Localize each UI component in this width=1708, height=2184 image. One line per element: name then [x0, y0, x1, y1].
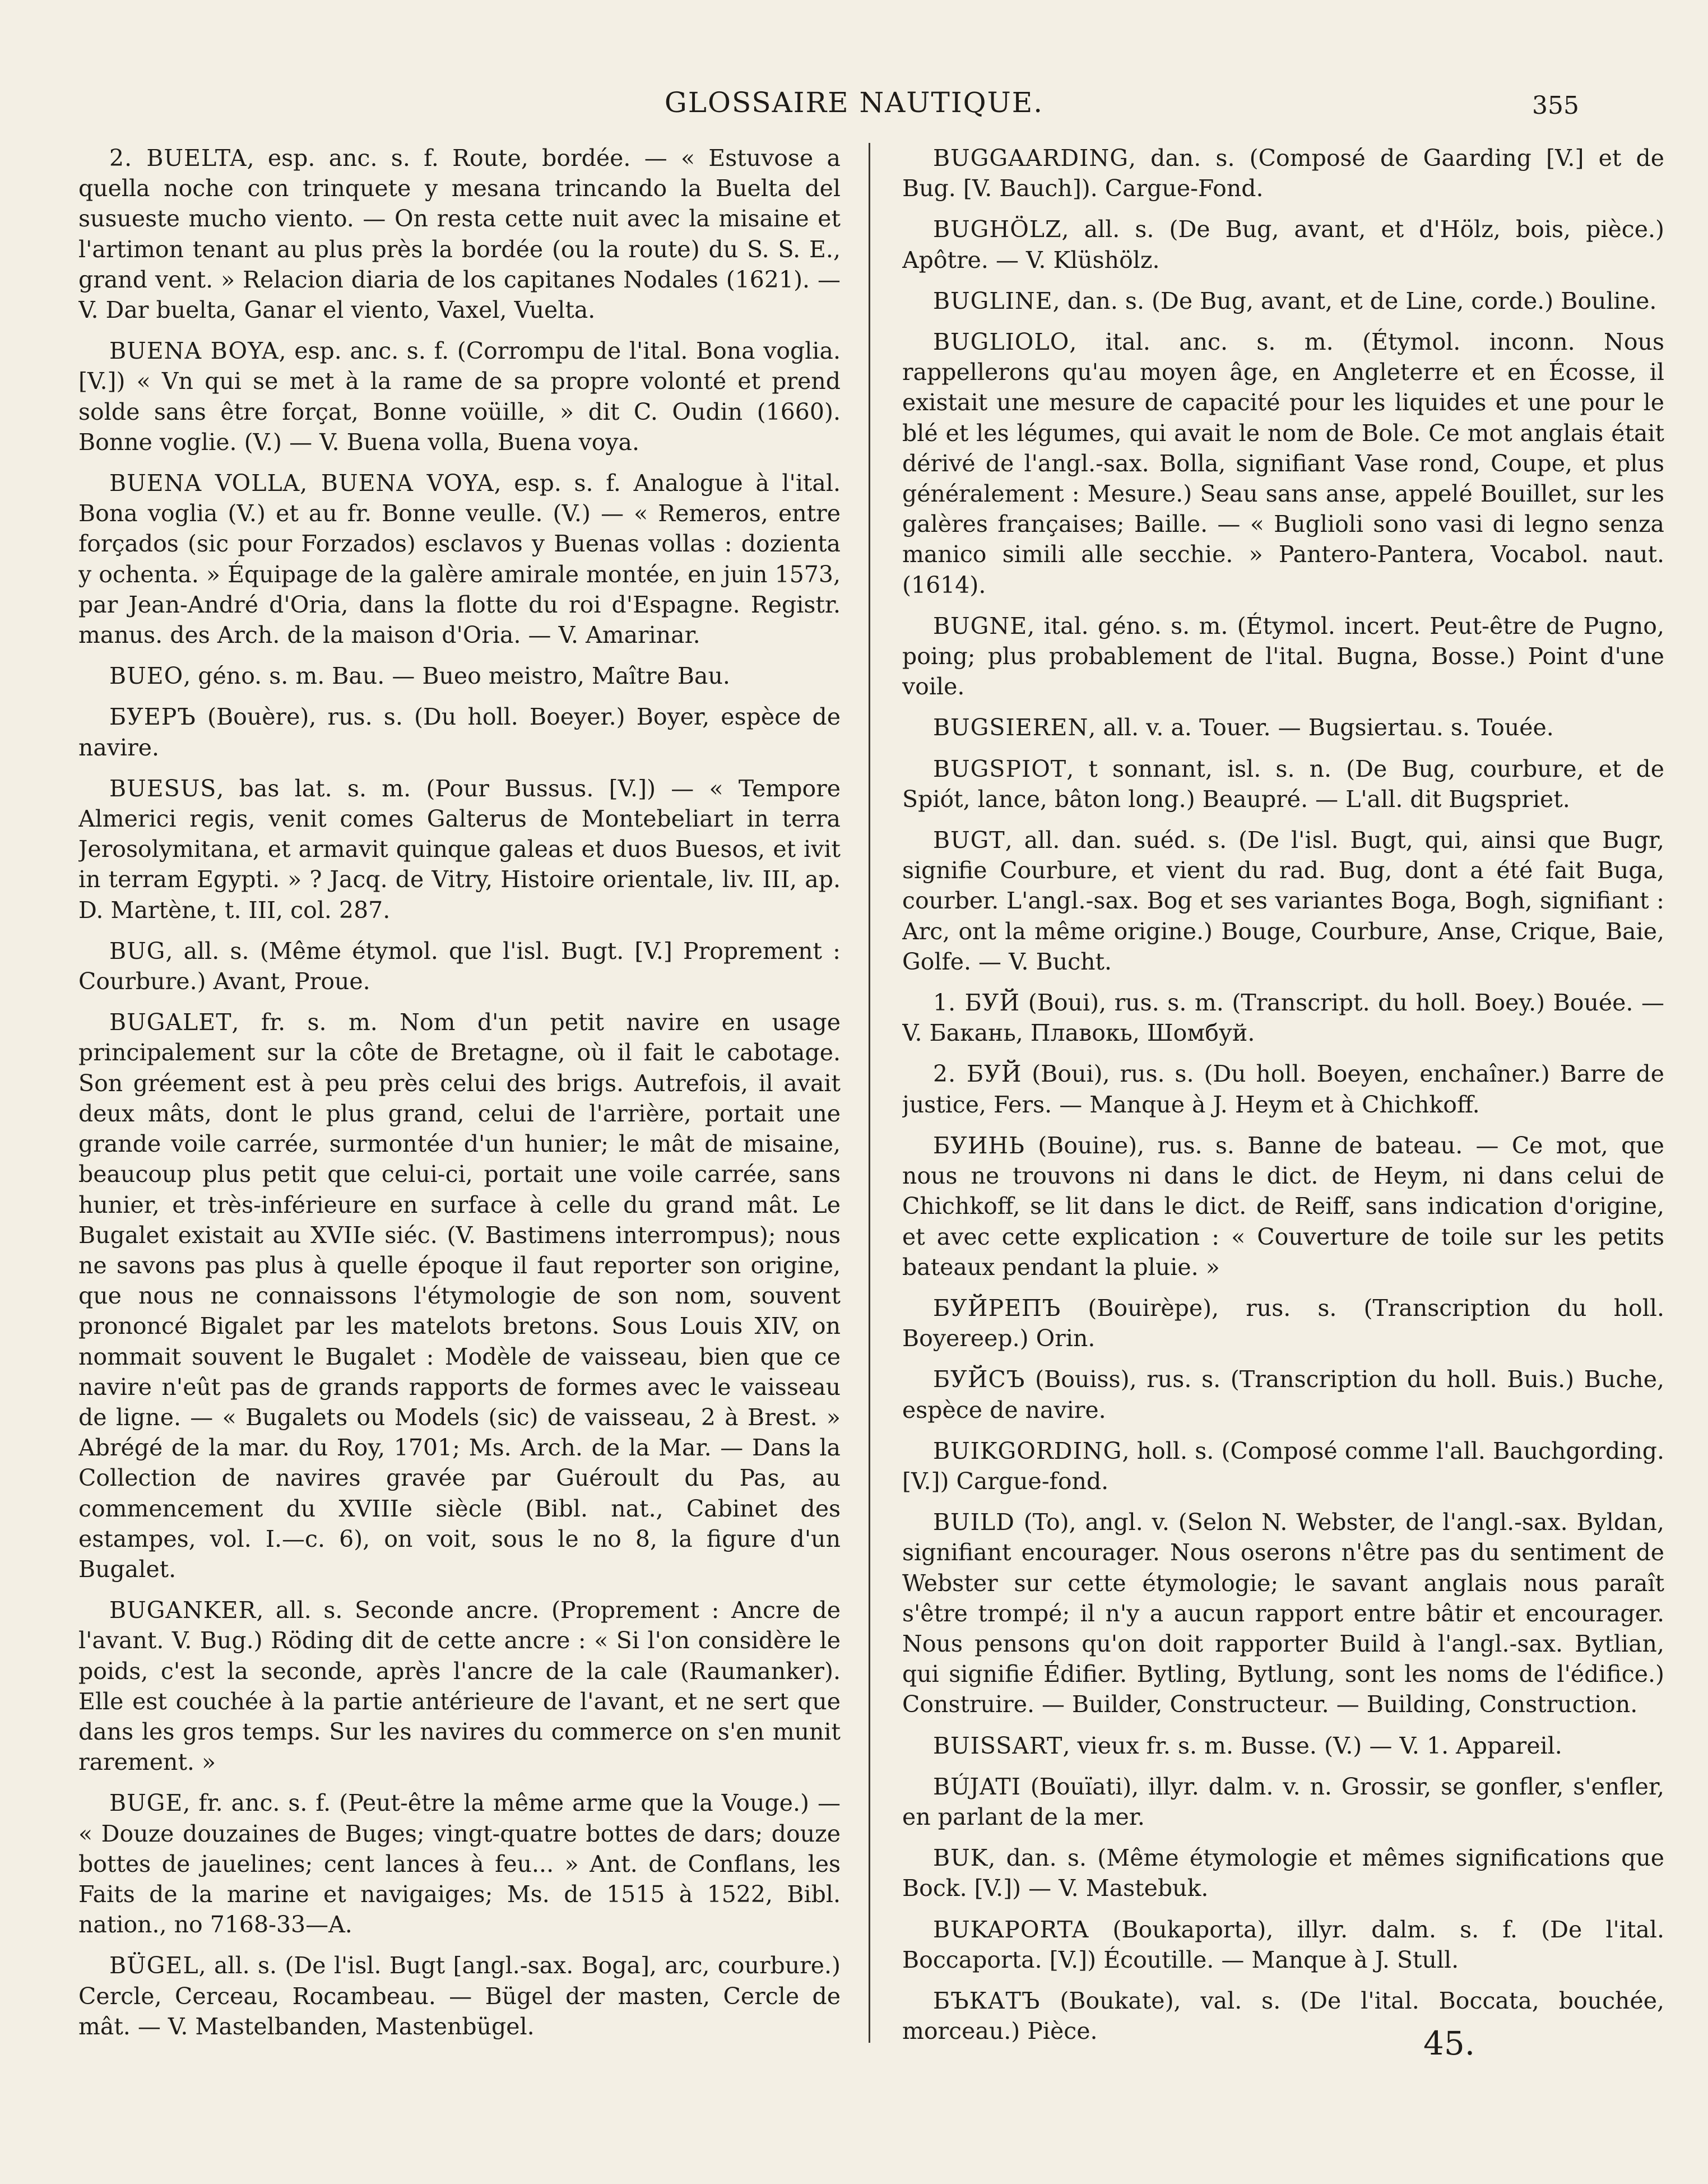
- entry-text: (Bouïati), illyr. dalm. v. n. Grossir, se gonfler, s'enfler, en parlant de la mer.: [902, 1773, 1664, 1830]
- entry-headword: BUIKGORDING: [933, 1437, 1122, 1464]
- entry-text: (Bouirèpe), rus. s. (Transcription du holl. Boyereep.) Orin.: [902, 1294, 1664, 1352]
- entry-headword: BUGT: [933, 827, 1005, 854]
- entry-text: (Bouine), rus. s. Banne de bateau. — Ce mot, que nous ne trouvons ni dans le dict. de Heym, ni dans celui de Chichkoff, se lit dans le dict. de Reiff, sans indication d'origine, et avec cette explication : « Couverture de toile sur les petits bateaux pendant la pluie. »: [902, 1132, 1664, 1281]
- entry-text: (Boui), rus. s. m. (Transcript. du holl. Boey.) Bouée. — V. Бакань, Плавокь, Шомбуй.: [902, 989, 1664, 1047]
- glossary-entry: [902, 1130, 1664, 1282]
- entry-headword: BUESUS: [109, 775, 217, 802]
- entry-text: , fr. anc. s. f. (Peut-être la même arme que la Vouge.) — « Douze douzaines de Buges; vingt-quatre bottes de dars; douze bottes de jauelines; cent lances à feu... » Ant. de Conflans, les Faits de la marine et navigaiges; Ms. de 1515 à 1522, Bibl. nation., no 7168-33—A.: [78, 1789, 841, 1939]
- glossary-entry: [902, 1914, 1664, 1975]
- entry-headword: BUGALET: [109, 1009, 232, 1036]
- running-title: GLOSSAIRE NAUTIQUE.: [664, 86, 1044, 119]
- glossary-entry: [902, 754, 1664, 814]
- entry-text: , esp. anc. s. f. Route, bordée. — « Estuvose a quella noche con trinquete y mesana trincando la Buelta del susueste mucho viento. — On resta cette nuit avec la misaine et l'artimon tenant au plus près la bordée (ou la route) du S. S. E., grand vent. » Relacion diaria de los capitanes Nodales (1621). — V. Dar buelta, Ganar el viento, Vaxel, Vuelta.: [78, 145, 841, 324]
- entry-text: , dan. s. (Même étymologie et mêmes significations que Bock. [V.]) — V. Mastebuk.: [902, 1844, 1664, 1902]
- entry-text: , dan. s. (De Bug, avant, et de Line, corde.) Bouline.: [1052, 287, 1657, 314]
- glossary-entry: [902, 987, 1664, 1048]
- glossary-entry: [902, 143, 1664, 203]
- entry-text: , esp. anc. s. f. (Corrompu de l'ital. Bona voglia. [V.]) « Vn qui se met à la rame de sa propre volonté et prend solde sans être forçat, Bonne voüille, » dit C. Oudin (1660). Bonne voglie. (V.) — V. Buena volla, Buena voya.: [78, 337, 841, 456]
- entry-text: , vieux fr. s. m. Busse. (V.) — V. 1. Appareil.: [1062, 1732, 1562, 1759]
- entry-headword: BUENA BOYA: [109, 337, 279, 365]
- entry-headword: 2. БУЙ: [933, 1060, 1022, 1088]
- entry-text: , all. s. Seconde ancre. (Proprement : Ancre de l'avant. V. Bug.) Röding dit de cette ancre : « Si l'on considère le poids, c'est la seconde, après l'ancre de la cale (Raumanker). Elle est couchée à la partie antérieure de l'avant, et ne sert que dans les gros temps. Sur les navires du commerce on s'en munit rarement. »: [78, 1597, 841, 1776]
- entry-text: (Boukate), val. s. (De l'ital. Boccata, bouchée, morceau.) Pièce.: [902, 1987, 1664, 2045]
- entry-text: (To), angl. v. (Selon N. Webster, de l'angl.-sax. Byldan, signifiant encourager. Nous oserons n'être pas du sentiment de Webster sur cette étymologie; le savant anglais nous paraît s'être trompé; il n'y a aucun rapport entre bâtir et encourager. Nous pensons qu'on doit rapporter Build à l'angl.-sax. Bytlian, qui signifie Édifier. Bytling, Bytlung, sont les noms de l'édifice.) Construire. — Builder, Constructeur. — Building, Construction.: [902, 1509, 1664, 1718]
- glossary-entry: [902, 1772, 1664, 1832]
- glossary-entry: [78, 773, 841, 925]
- glossary-entry: [902, 1731, 1664, 1761]
- glossary-entry: [902, 1436, 1664, 1496]
- entry-headword: BUISSART: [933, 1732, 1063, 1759]
- glossary-entry: [78, 702, 841, 762]
- entry-text: , ital. anc. s. m. (Étymol. inconn. Nous rappellerons qu'au moyen âge, en Angleterre et en Écosse, il existait une mesure de capacité pour les liquides et une pour le blé et les légumes, qui avait le nom de Bole. Ce mot anglais était dérivé de l'angl.-sax. Bolla, signifiant Vase rond, Coupe, et plus généralement : Mesure.) Seau sans anse, appelé Bouillet, sur les galères françaises; Baille. — « Buglioli sono vasi di legno senza manico simili alle secchie. » Pantero-Pantera, Vocabol. naut. (1614).: [902, 328, 1664, 599]
- glossary-entry: [902, 1507, 1664, 1719]
- entry-headword: БУЙСЪ: [933, 1366, 1025, 1393]
- entry-headword: BUG: [109, 937, 166, 965]
- entry-text: (Bouère), rus. s. (Du holl. Boeyer.) Boyer, espèce de navire.: [78, 703, 841, 761]
- entry-text: (Bouiss), rus. s. (Transcription du holl. Buis.) Buche, espèce de navire.: [902, 1366, 1664, 1423]
- entry-headword: 1. БУЙ: [933, 989, 1020, 1017]
- entry-text: , fr. s. m. Nom d'un petit navire en usage principalement sur la côte de Bretagne, où il fait le cabotage. Son gréement est à peu près celui des brigs. Autrefois, il avait deux mâts, dont le plus grand, celui de l'arrière, portait une grande voile carrée, surmontée d'un hunier; le mât de misaine, beaucoup plus petit que celui-ci, portait une voile carrée, sans hunier, et très-inférieure en surface à celle du grand mât. Le Bugalet existait au XVIIe siéc. (V. Bastimens interrompus); nous ne savons pas plus à quelle époque il faut reporter son origine, que nous ne connaissons l'étymologie de son nom, souvent prononcé Bigalet par les matelots bretons. Sous Louis XIV, on nommait souvent le Bugalet : Modèle de vaisseau, bien que ce navire n'eût pas de grands rapports de formes avec le vaisseau de ligne. — « Bugalets ou Models (sic) de vaisseau, 2 à Brest. » Abrégé de la mar. du Roy, 1701; Ms. Arch. de la Mar. — Dans la Collection de navires gravée par Guéroult du Pas, au commencement du XVIIIe siècle (Bibl. nat., Cabinet des estampes, vol. I.—c. 6), on voit, sous le no 8, la figure d'un Bugalet.: [78, 1009, 841, 1583]
- entry-text: , ital. géno. s. m. (Étymol. incert. Peut-être de Pugno, poing; plus probablement de l'ital. Bugna, Bosse.) Point d'une voile.: [902, 612, 1664, 701]
- glossary-entry: [78, 336, 841, 457]
- entry-text: , holl. s. (Composé comme l'all. Bauchgording. [V.]) Cargue-fond.: [902, 1437, 1664, 1495]
- right-column: [902, 143, 1664, 2048]
- entry-text: , all. s. (De Bug, avant, et d'Hölz, bois, pièce.) Apôtre. — V. Klüshölz.: [902, 216, 1664, 273]
- signature-mark: 45.: [1423, 2024, 1475, 2062]
- glossary-entry: [78, 661, 841, 691]
- entry-headword: BUILD: [933, 1509, 1015, 1536]
- glossary-entry: [78, 936, 841, 996]
- entry-headword: BUENA VOLLA, BUENA VOYA: [109, 470, 494, 497]
- entry-headword: BUGHÖLZ: [933, 216, 1062, 243]
- entry-headword: BÚJATI: [933, 1773, 1021, 1800]
- entry-text: , bas lat. s. m. (Pour Bussus. [V.]) — « Tempore Almerici regis, venit comes Galterus de Montebeliart in terra Jerosolymitana, et armavit quinque galeas et duos Buesos, et ivit in terram Egypti. » ? Jacq. de Vitry, Histoire orientale, liv. III, ap. D. Martène, t. III, col. 287.: [78, 775, 841, 924]
- entry-headword: БУЕРЪ: [109, 703, 196, 731]
- entry-headword: BUGSPIOT: [933, 755, 1067, 782]
- entry-text: , esp. s. f. Analogue à l'ital. Bona voglia (V.) et au fr. Bonne veulle. (V.) — « Remeros, entre forçados (sic pour Forzados) esclavos y Buenas vollas : dozienta y ochenta. » Équipage de la galère amirale montée, en juin 1573, par Jean-André d'Oria, dans la flotte du roi d'Espagne. Registr. manus. des Arch. de la maison d'Oria. — V. Amarinar.: [78, 470, 841, 649]
- entry-headword: BUGSIEREN: [933, 714, 1089, 741]
- glossary-entry: [902, 286, 1664, 316]
- entry-headword: BUGANKER: [109, 1597, 257, 1624]
- glossary-entry: [902, 1364, 1664, 1425]
- glossary-entry: [78, 1007, 841, 1584]
- entry-text: , all. v. a. Touer. — Bugsiertau. s. Touée.: [1088, 714, 1554, 741]
- glossary-entry: [78, 1950, 841, 2042]
- glossary-entry: [902, 327, 1664, 600]
- entry-headword: BUGLINE: [933, 287, 1053, 314]
- glossary-entry: [902, 825, 1664, 977]
- glossary-entry: [902, 611, 1664, 702]
- glossary-entry: [902, 1059, 1664, 1119]
- page-header: [0, 83, 1708, 122]
- entry-headword: BUKAPORTA: [933, 1916, 1089, 1943]
- glossary-entry: [78, 1595, 841, 1777]
- entry-text: , all. s. (Même étymol. que l'isl. Bugt. [V.] Proprement : Courbure.) Avant, Proue.: [78, 937, 841, 995]
- entry-headword: БУИНЬ: [933, 1132, 1025, 1159]
- entry-headword: BUGLIOLO: [933, 328, 1070, 356]
- entry-text: , t sonnant, isl. s. n. (De Bug, courbure, et de Spiót, lance, bâton long.) Beaupré. — L'all. dit Bugspriet.: [902, 755, 1664, 813]
- entry-headword: BUGNE: [933, 612, 1028, 639]
- entry-headword: 2. BUELTA: [109, 145, 247, 171]
- glossary-entry: [902, 214, 1664, 275]
- entry-text: , all. dan. suéd. s. (De l'isl. Bugt, qui, ainsi que Bugr, signifie Courbure, et vient du rad. Bug, dont a été fait Buga, courber. L'angl.-sax. Bog et ses variantes Boga, Bogh, signifiant : Arc, ont la même origine.) Bouge, Courbure, Anse, Crique, Baie, Golfe. — V. Bucht.: [902, 827, 1664, 975]
- glossary-entry: [902, 712, 1664, 743]
- left-column: [78, 143, 841, 2048]
- entry-headword: БУЙРЕПЪ: [933, 1294, 1061, 1321]
- entry-headword: БЪКАТЪ: [933, 1987, 1041, 2014]
- entry-headword: BUGE: [109, 1789, 183, 1817]
- entry-text: , géno. s. m. Bau. — Bueo meistro, Maître Bau.: [183, 662, 730, 690]
- entry-headword: BUK: [933, 1844, 988, 1872]
- entry-headword: BUGGAARDING: [933, 145, 1129, 171]
- glossary-entry: [78, 1788, 841, 1940]
- entry-text: (Boui), rus. s. (Du holl. Boeyen, enchaîner.) Barre de justice, Fers. — Manque à J. Heym et à Chichkoff.: [902, 1060, 1664, 1118]
- entry-headword: BUEO: [109, 662, 184, 690]
- glossary-entry: [78, 143, 841, 325]
- page-number: 355: [1532, 91, 1579, 120]
- column-divider: [869, 143, 870, 2043]
- entry-text: (Boukaporta), illyr. dalm. s. f. (De l'ital. Boccaporta. [V.]) Écoutille. — Manque à J. Stull.: [902, 1916, 1664, 1973]
- entry-text: , all. s. (De l'isl. Bugt [angl.-sax. Boga], arc, courbure.) Cercle, Cerceau, Rocambeau. — Bügel der masten, Cercle de mât. — V. Mastelbanden, Mastenbügel.: [78, 1952, 841, 2040]
- glossary-entry: [902, 1843, 1664, 1903]
- glossary-entry: [78, 468, 841, 650]
- glossary-entry: [902, 1293, 1664, 1353]
- entry-headword: BÜGEL: [109, 1952, 199, 1979]
- glossary-entry: [902, 1986, 1664, 2046]
- entry-text: , dan. s. (Composé de Gaarding [V.] et de Bug. [V. Bauch]). Cargue-Fond.: [902, 145, 1664, 202]
